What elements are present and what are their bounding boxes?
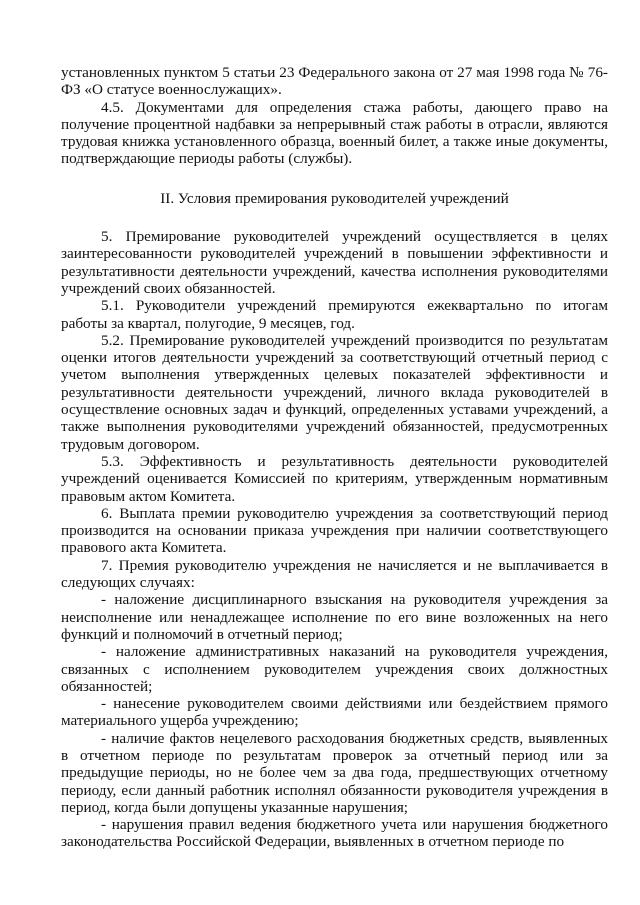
paragraph-5-1: 5.1. Руководители учреждений премируются ежеквартально по итогам работы за квартал, полугодие, 9 месяцев, год. [61, 297, 608, 332]
paragraph-4-5: 4.5. Документами для определения стажа работы, дающего право на получение процентной надбавки за непрерывный стаж работы в отрасли, являются трудовая книжка установленного образца, военный билет, а также иные документы, подтверждающие периоды работы (службы). [61, 98, 608, 168]
list-item-damage: - нанесение руководителем своими действиями или бездействием прямого материального ущерба учреждению; [61, 695, 608, 730]
list-item-budget-violations: - нарушения правил ведения бюджетного учета или нарушения бюджетного законодательства Российской Федерации, выявленных в отчетном периоде по [61, 816, 608, 851]
list-item-misuse-funds: - наличие фактов нецелевого расходования бюджетных средств, выявленных в отчетном периоде по результатам проверок за отчетный период или за предыдущие периоды, но не более чем за два года, предшествующих отчетному периоду, если данный работник исполнял обязанности руководителя учреждения в период, когда были допущены указанные нарушения; [61, 729, 608, 816]
paragraph-continuation: установленных пунктом 5 статьи 23 Федерального закона от 27 мая 1998 года № 76-ФЗ «О статусе военнослужащих». [61, 64, 608, 99]
paragraph-6: 6. Выплата премии руководителю учреждения за соответствующий период производится на основании приказа учреждения при наличии соответствующего правового акта Комитета. [61, 504, 608, 557]
paragraph-5-3: 5.3. Эффективность и результативность деятельности руководителей учреждений оценивается Комиссией по критериям, утвержденным нормативным правовым актом Комитета. [61, 452, 608, 505]
list-item-administrative: - наложение административных наказаний на руководителя учреждения, связанных с исполнением руководителем учреждения своих должностных обязанностей; [61, 643, 608, 695]
list-item-disciplinary: - наложение дисциплинарного взыскания на руководителя учреждения за неисполнение или ненадлежащее исполнение по его вине возложенных на него функций и полномочий в отчетный период; [61, 591, 608, 643]
section-heading: II. Условия премирования руководителей учреждений [160, 189, 509, 207]
paragraph-5: 5. Премирование руководителей учреждений осуществляется в целях заинтересованности руководителей учреждений в повышении эффективности и результативности деятельности учреждений, качества исполнения руководителями учреждений своих обязанностей. [61, 228, 608, 297]
paragraph-7: 7. Премия руководителю учреждения не начисляется и не выплачивается в следующих случаях: [61, 556, 608, 592]
paragraph-5-2: 5.2. Премирование руководителей учреждений производится по результатам оценки итогов деятельности учреждений за соответствующий отчетный период с учетом выполнения утвержденных целевых показателей эффективности и результативности деятельности учреждений, личного вклада руководителей в осуществление основных задач и функций, определенных уставами учреждений, а также выполнения руководителями учреждений обязанностей, предусмотренных трудовым договором. [61, 331, 608, 453]
